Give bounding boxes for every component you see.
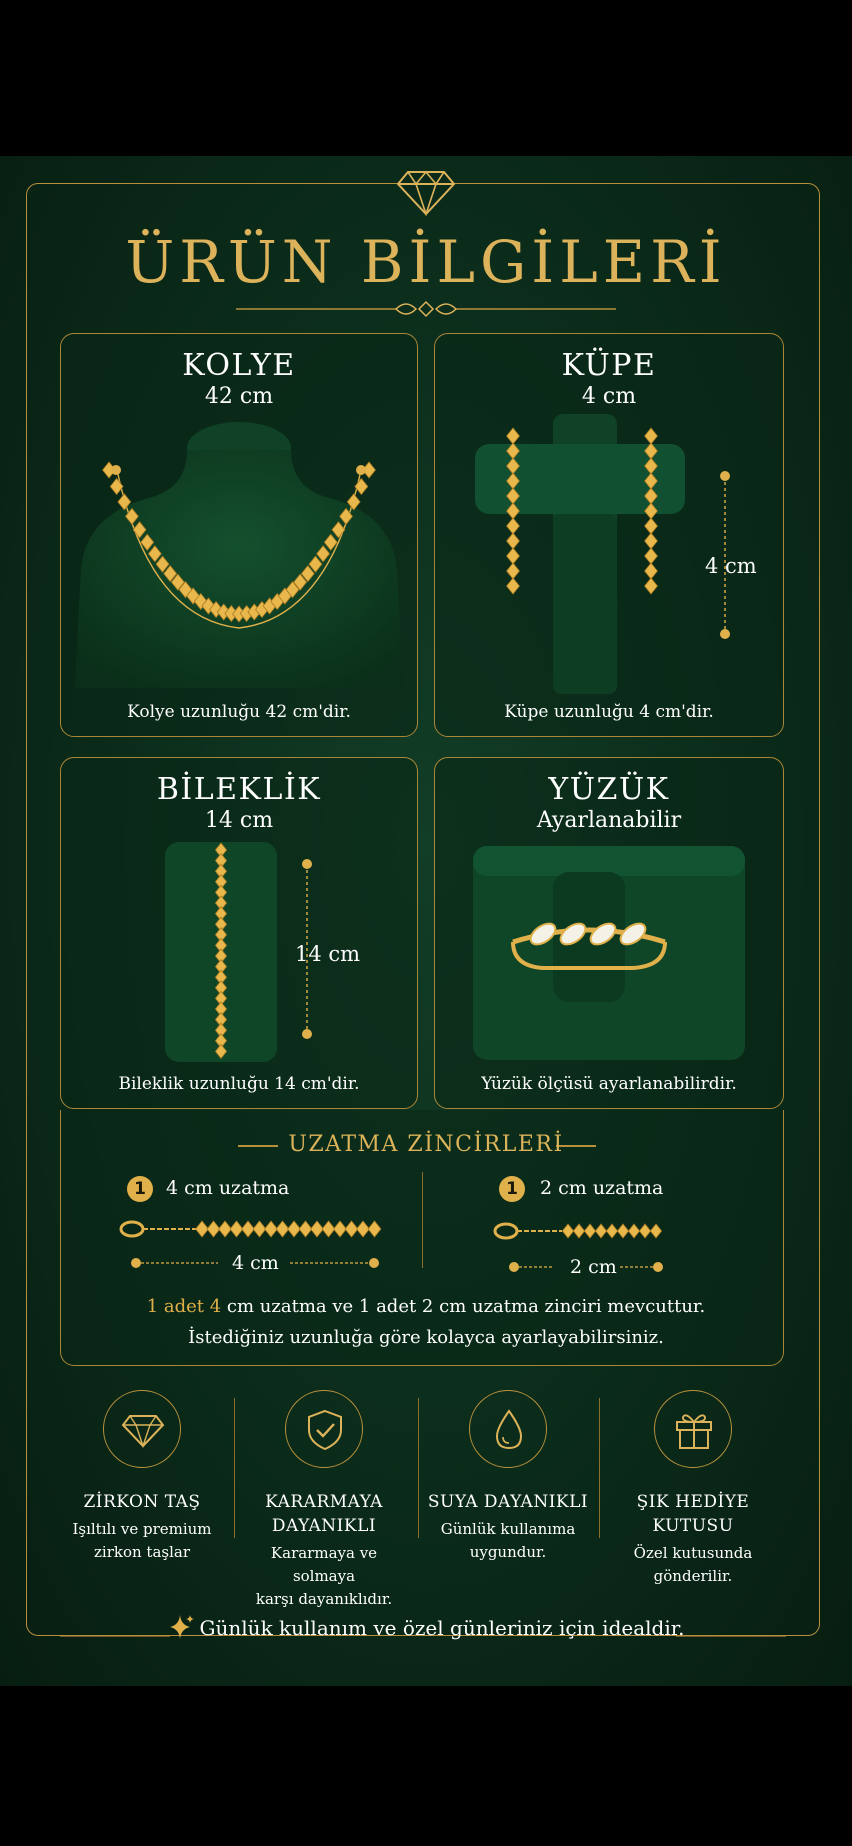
extension-chain-2cm — [492, 1217, 668, 1245]
extensions-divider — [422, 1172, 423, 1268]
extension-bead — [253, 1221, 266, 1237]
card-kolye-size: 42 cm — [204, 384, 274, 409]
feature-kararmaya — [239, 1390, 409, 1611]
extension-bead — [242, 1221, 255, 1237]
feature-hediye-title: ŞIK HEDİYE KUTUSU — [636, 1492, 750, 1536]
earring-bead — [507, 578, 520, 594]
card-kolye-title: KOLYE — [182, 348, 296, 383]
footer — [0, 1613, 852, 1641]
extension-bead — [357, 1221, 370, 1237]
card-yuzuk-size: Ayarlanabilir — [536, 808, 682, 833]
card-kolye — [60, 333, 418, 737]
extension-bead — [573, 1224, 584, 1238]
necklace-image — [69, 418, 409, 688]
extensions-text-rest: cm uzatma ve 1 adet 2 cm uzatma zinciri mevcuttur. — [221, 1296, 706, 1317]
page-title: ÜRÜN BİLGİLERİ — [125, 228, 727, 296]
extension-2-count-badge: 1 — [499, 1176, 525, 1202]
extension-bead — [639, 1224, 650, 1238]
diamond-icon — [121, 1408, 165, 1452]
card-kupe-size: 4 cm — [581, 384, 637, 409]
extension-bead — [219, 1221, 232, 1237]
earring-bead — [645, 518, 658, 534]
extension-bead — [617, 1224, 628, 1238]
card-yuzuk — [434, 757, 784, 1109]
card-kolye-note: Kolye uzunluğu 42 cm'dir. — [127, 702, 351, 722]
card-bileklik-title: BİLEKLİK — [156, 772, 322, 807]
feature-hediye-icon-ring — [654, 1390, 732, 1468]
necklace-bead — [355, 478, 368, 494]
extension-chain-4cm — [118, 1215, 392, 1243]
extension-bead — [276, 1221, 289, 1237]
earring-bead — [507, 548, 520, 564]
feature-suya-icon-ring — [469, 1390, 547, 1468]
feature-zirkon-icon-ring — [103, 1390, 181, 1468]
feature-kararmaya-desc: Kararmaya ve solmaya karşı dayanıklıdır. — [255, 1544, 393, 1608]
earring-dimension-label: 4 cm — [705, 554, 757, 578]
feature-suya-title: SUYA DAYANIKLI — [427, 1492, 589, 1512]
extension-bead — [368, 1221, 381, 1237]
extension-bead — [288, 1221, 301, 1237]
extension-bead — [562, 1224, 573, 1238]
extension-bead — [606, 1224, 617, 1238]
earring-bead — [507, 428, 520, 444]
extension-bead — [584, 1224, 595, 1238]
feature-separator — [234, 1398, 235, 1538]
earring-bead — [645, 578, 658, 594]
feature-kararmaya-title: KARARMAYA DAYANIKLI — [265, 1492, 383, 1536]
diamond-icon — [396, 170, 456, 216]
extension-bead — [311, 1221, 324, 1237]
extension-1-label: 4 cm uzatma — [166, 1177, 290, 1199]
earring-bead — [507, 533, 520, 549]
extensions-text-highlight: 1 adet 4 — [146, 1296, 222, 1317]
bracelet-dimension-label: 14 cm — [295, 942, 361, 966]
card-bileklik-note: Bileklik uzunluğu 14 cm'dir. — [118, 1074, 360, 1094]
feature-zirkon-title: ZİRKON TAŞ — [83, 1492, 201, 1512]
gift-icon — [672, 1408, 716, 1452]
extension-2-label: 2 cm uzatma — [540, 1177, 664, 1199]
bracelet-image — [165, 842, 277, 1062]
footer-text: Günlük kullanım ve özel günleriniz için idealdir. — [199, 1616, 685, 1640]
extension-bead — [595, 1224, 606, 1238]
card-bileklik — [60, 757, 418, 1109]
earring-bead — [645, 533, 658, 549]
earring-bead — [507, 563, 520, 579]
card-bileklik-size: 14 cm — [204, 808, 274, 833]
feature-hediye — [608, 1390, 778, 1588]
feature-zirkon — [57, 1390, 227, 1564]
feature-separator — [599, 1398, 600, 1538]
extension-1-dimension-label: 4 cm — [232, 1252, 279, 1274]
extension-2-dimension-label: 2 cm — [570, 1256, 617, 1278]
feature-hediye-desc: Özel kutusunda gönderilir. — [633, 1544, 753, 1585]
card-kupe-title: KÜPE — [561, 348, 657, 383]
earring-bead — [507, 518, 520, 534]
extension-bead — [230, 1221, 243, 1237]
card-kupe — [434, 333, 784, 737]
feature-zirkon-desc: Işıltılı ve premium zirkon taşlar — [72, 1520, 212, 1561]
earring-bead — [645, 563, 658, 579]
extension-1-count-badge: 1 — [127, 1176, 153, 1202]
ring-image — [473, 846, 745, 1060]
shield-check-icon — [303, 1408, 347, 1452]
earring-bead — [645, 548, 658, 564]
extension-bead — [628, 1224, 639, 1238]
extensions-text-line2: İstediğiniz uzunluğa göre kolayca ayarlayabilirsiniz. — [188, 1327, 664, 1348]
extension-bead — [334, 1221, 347, 1237]
feature-kararmaya-icon-ring — [285, 1390, 363, 1468]
extension-bead — [207, 1221, 220, 1237]
card-yuzuk-note: Yüzük ölçüsü ayarlanabilirdir. — [481, 1074, 737, 1094]
sparkle-icon — [168, 1613, 196, 1641]
feature-suya-desc: Günlük kullanıma uygundur. — [440, 1520, 576, 1561]
extensions-title: UZATMA ZİNCİRLERİ — [288, 1132, 564, 1157]
water-drop-icon — [487, 1408, 531, 1452]
feature-separator — [418, 1398, 419, 1538]
earring-bead — [645, 428, 658, 444]
feature-suya — [423, 1390, 593, 1564]
card-kupe-note: Küpe uzunluğu 4 cm'dir. — [504, 702, 714, 722]
extension-bead — [265, 1221, 278, 1237]
extension-bead — [299, 1221, 312, 1237]
title-ornament — [236, 296, 616, 322]
card-yuzuk-title: YÜZÜK — [548, 772, 670, 807]
extension-bead — [196, 1221, 209, 1237]
extension-bead — [345, 1221, 358, 1237]
extension-bead — [322, 1221, 335, 1237]
necklace-bead — [110, 478, 123, 494]
extensions-text-line1 — [0, 1296, 852, 1317]
extension-bead — [650, 1224, 661, 1238]
